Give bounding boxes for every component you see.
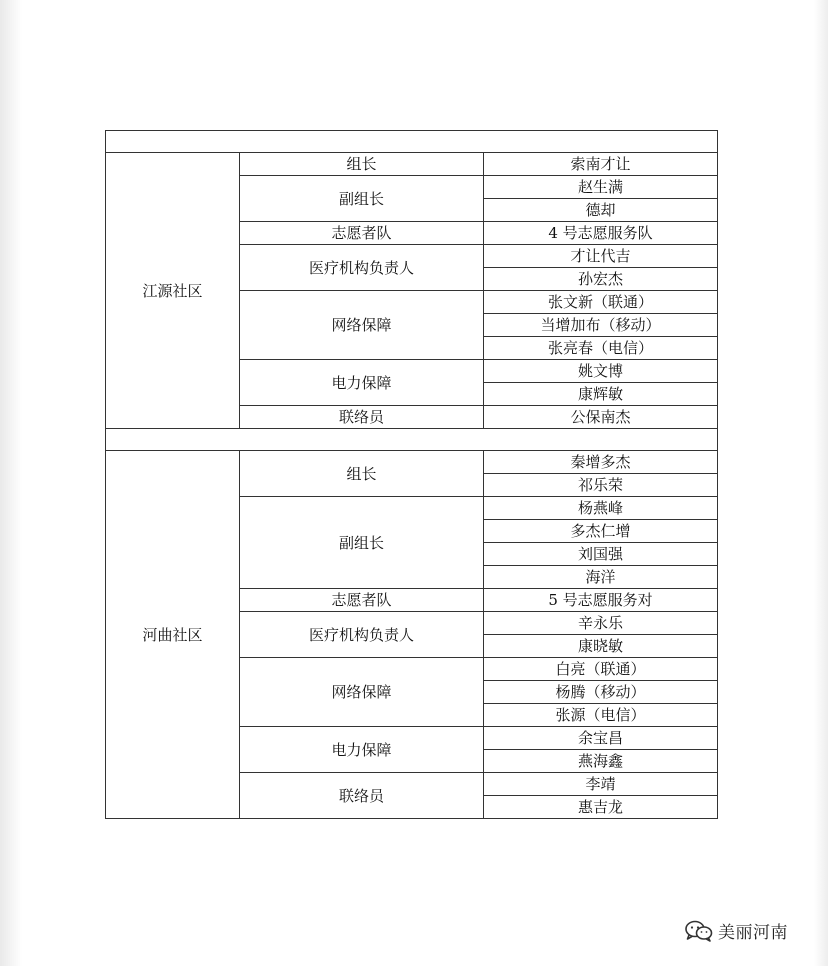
person-name-cell: 惠吉龙: [484, 796, 718, 819]
person-name-cell: 公保南杰: [484, 406, 718, 429]
page-shadow-right: [814, 0, 828, 966]
empty-cell: [106, 131, 718, 153]
person-name-cell: 燕海鑫: [484, 750, 718, 773]
person-name-cell: 才让代吉: [484, 245, 718, 268]
person-name-cell: 康晓敏: [484, 635, 718, 658]
watermark-text: 美丽河南: [718, 923, 788, 943]
person-name-cell: 秦增多杰: [484, 451, 718, 474]
person-name-cell: 刘国强: [484, 543, 718, 566]
person-name-cell: 张亮春（电信）: [484, 337, 718, 360]
role-cell: 联络员: [240, 406, 484, 429]
role-cell: 网络保障: [240, 291, 484, 360]
role-cell: 组长: [240, 153, 484, 176]
role-cell: 电力保障: [240, 727, 484, 773]
person-name-cell: 张文新（联通）: [484, 291, 718, 314]
community-name-cell: 河曲社区: [106, 451, 240, 819]
person-name-cell: 多杰仁增: [484, 520, 718, 543]
person-name-cell: 海洋: [484, 566, 718, 589]
person-name-cell: 索南才让: [484, 153, 718, 176]
role-cell: 组长: [240, 451, 484, 497]
role-cell: 医疗机构负责人: [240, 612, 484, 658]
role-cell: 电力保障: [240, 360, 484, 406]
duty-roster-table: [105, 130, 718, 819]
section-gap-row: [106, 131, 718, 153]
table-row: [106, 451, 718, 474]
role-cell: 网络保障: [240, 658, 484, 727]
role-cell: 志愿者队: [240, 589, 484, 612]
person-name-cell: 辛永乐: [484, 612, 718, 635]
page-shadow-left: [0, 0, 22, 966]
wechat-icon: [684, 919, 714, 943]
community-name-cell: 江源社区: [106, 153, 240, 429]
role-cell: 副组长: [240, 497, 484, 589]
role-cell: 医疗机构负责人: [240, 245, 484, 291]
person-name-cell: 张源（电信）: [484, 704, 718, 727]
person-name-cell: 康辉敏: [484, 383, 718, 406]
section-gap-row: [106, 429, 718, 451]
person-name-cell: 姚文博: [484, 360, 718, 383]
person-name-cell: 5 号志愿服务对: [484, 589, 718, 612]
person-name-cell: 杨腾（移动）: [484, 681, 718, 704]
person-name-cell: 当增加布（移动）: [484, 314, 718, 337]
person-name-cell: 李靖: [484, 773, 718, 796]
table-row: [106, 153, 718, 176]
role-cell: 联络员: [240, 773, 484, 819]
person-name-cell: 白亮（联通）: [484, 658, 718, 681]
roster-body: [106, 131, 718, 819]
wechat-watermark: [684, 918, 788, 943]
person-name-cell: 孙宏杰: [484, 268, 718, 291]
person-name-cell: 4 号志愿服务队: [484, 222, 718, 245]
person-name-cell: 祁乐荣: [484, 474, 718, 497]
person-name-cell: 余宝昌: [484, 727, 718, 750]
person-name-cell: 赵生满: [484, 176, 718, 199]
person-name-cell: 杨燕峰: [484, 497, 718, 520]
role-cell: 志愿者队: [240, 222, 484, 245]
empty-cell: [106, 429, 718, 451]
role-cell: 副组长: [240, 176, 484, 222]
person-name-cell: 德却: [484, 199, 718, 222]
